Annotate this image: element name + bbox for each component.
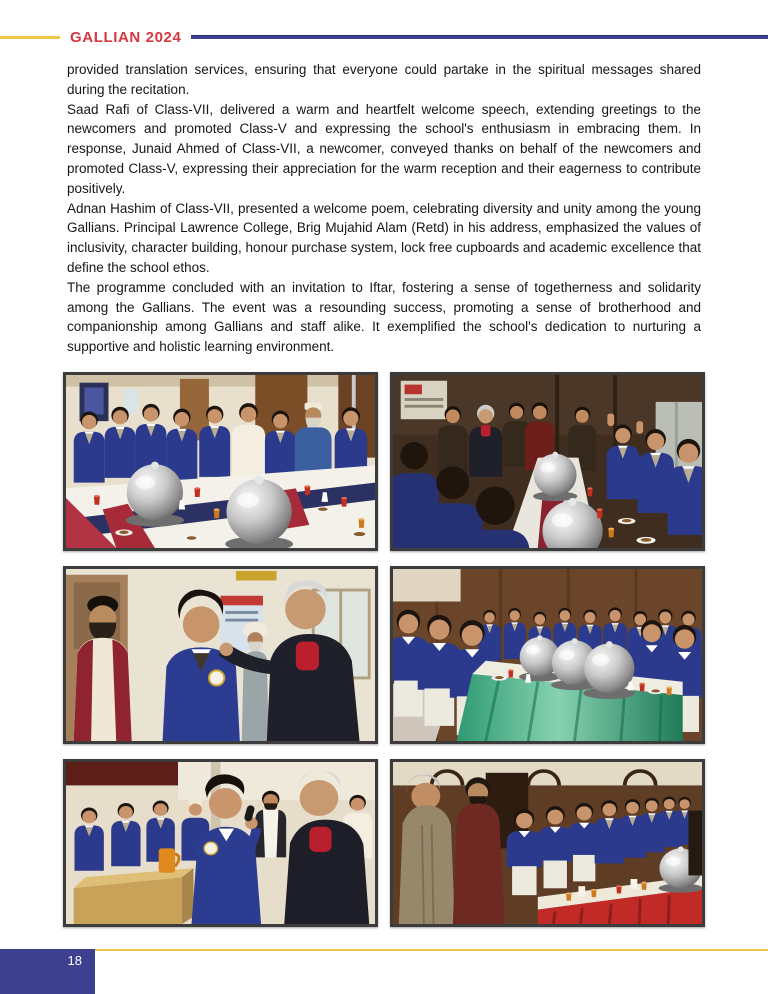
photo-principal-student-illustration [66, 569, 375, 741]
page-header [0, 28, 768, 46]
article-body [67, 60, 701, 357]
page-number: 18 [67, 953, 82, 968]
photo-iftar-lineup-illustration [66, 375, 375, 548]
photo-buffet-rows [390, 566, 705, 744]
photo-iftar-talk [390, 372, 705, 551]
photo-prayer-table-illustration [393, 762, 702, 924]
footer-rule-yellow [95, 949, 768, 951]
article-paragraph: Adnan Hashim of Class-VII, presented a welcome poem, celebrating diversity and unity among the young Gallians. Principal Lawrence College, Brig Mujahid Alam (Retd) in his address, emphasized the values of inclusivity, character building, honour purchase system, lock free cupboards and academic excellence that define the school ethos. [67, 200, 701, 275]
article-paragraph: provided translation services, ensuring that everyone could partake in the spiritual messages shared during the recitation. [67, 62, 701, 97]
photo-prayer-table [390, 759, 705, 927]
article-paragraph: Saad Rafi of Class-VII, delivered a warm and heartfelt welcome speech, extending greetings to the newcomers and promoted Class-V and expressing the school's enthusiasm in embracing them. In response, Junaid Ahmed of Class-VII, a newcomer, conveyed thanks on behalf of the newcomers and promoted Class-V, expressing their appreciation for the warm reception and their eagerness to contribute positively. [67, 101, 701, 196]
header-rule-blue [191, 35, 768, 39]
photo-iftar-talk-illustration [393, 375, 702, 548]
page-number-box [0, 949, 95, 994]
photo-podium-speech [63, 759, 378, 927]
page-title: GALLIAN 2024 [70, 28, 182, 46]
photo-principal-student [63, 566, 378, 744]
photo-grid [63, 372, 705, 927]
photo-podium-speech-illustration [66, 762, 375, 924]
photo-buffet-rows-illustration [393, 569, 702, 741]
article-paragraph: The programme concluded with an invitation to Iftar, fostering a sense of togetherness and solidarity among the Gallians. The event was a resounding success, promoting a sense of brotherhood and companionship among Gallians and staff alike. It exemplified the school's dedication to nurturing a supportive and holistic learning environment. [67, 279, 701, 355]
photo-iftar-lineup [63, 372, 378, 551]
header-rule-yellow [0, 36, 60, 39]
